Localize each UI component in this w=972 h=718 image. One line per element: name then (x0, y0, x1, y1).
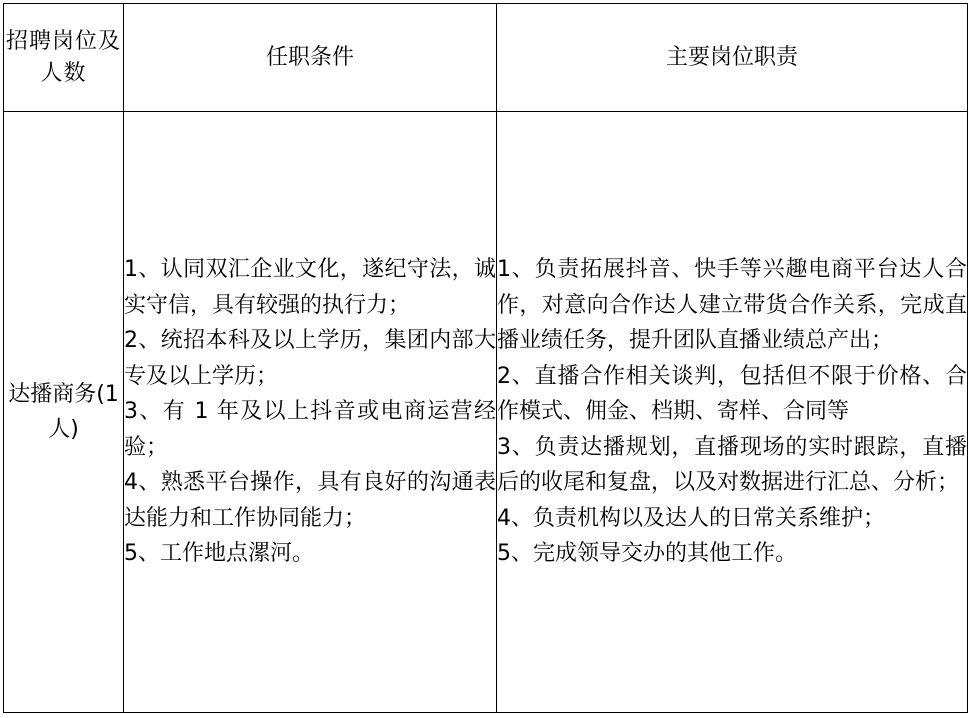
duty-item: 4、负责机构以及达人的日常关系维护； (497, 505, 885, 531)
requirement-item: 1、认同双汇企业文化，遂纪守法，诚实守信，具有较强的执行力； (124, 257, 496, 318)
table-row (4, 112, 968, 713)
header-requirements: 任职条件 (124, 4, 497, 112)
duties-cell (497, 112, 968, 713)
requirement-item: 2、统招本科及以上学历，集团内部大专及以上学历； (124, 328, 496, 389)
duty-item: 2、直播合作相关谈判，包括但不限于价格、合作模式、佣金、档期、寄样、合同等 (497, 363, 967, 425)
duty-item: 5、完成领导交办的其他工作。 (497, 541, 797, 567)
duty-item: 1、负责拓展抖音、快手等兴趣电商平台达人合作，对意向合作达人建立带货合作关系，完成直播业绩任务，提升团队直播业绩总产出； (497, 257, 967, 354)
position-cell: 达播商务(1 人) (4, 112, 124, 713)
requirement-item: 3、有 1 年及以上抖音或电商运营经验； (124, 399, 496, 460)
header-duties: 主要岗位职责 (497, 4, 968, 112)
requirement-item: 5、工作地点漯河。 (124, 541, 314, 567)
table-header-row (4, 4, 968, 112)
header-position: 招聘岗位及人数 (4, 4, 124, 112)
requirements-cell (124, 112, 497, 713)
recruitment-table (3, 3, 968, 713)
duty-item: 3、负责达播规划，直播现场的实时跟踪，直播后的收尾和复盘，以及对数据进行汇总、分析； (497, 434, 967, 496)
requirement-item: 4、熟悉平台操作，具有良好的沟通表达能力和工作协同能力； (124, 470, 496, 531)
